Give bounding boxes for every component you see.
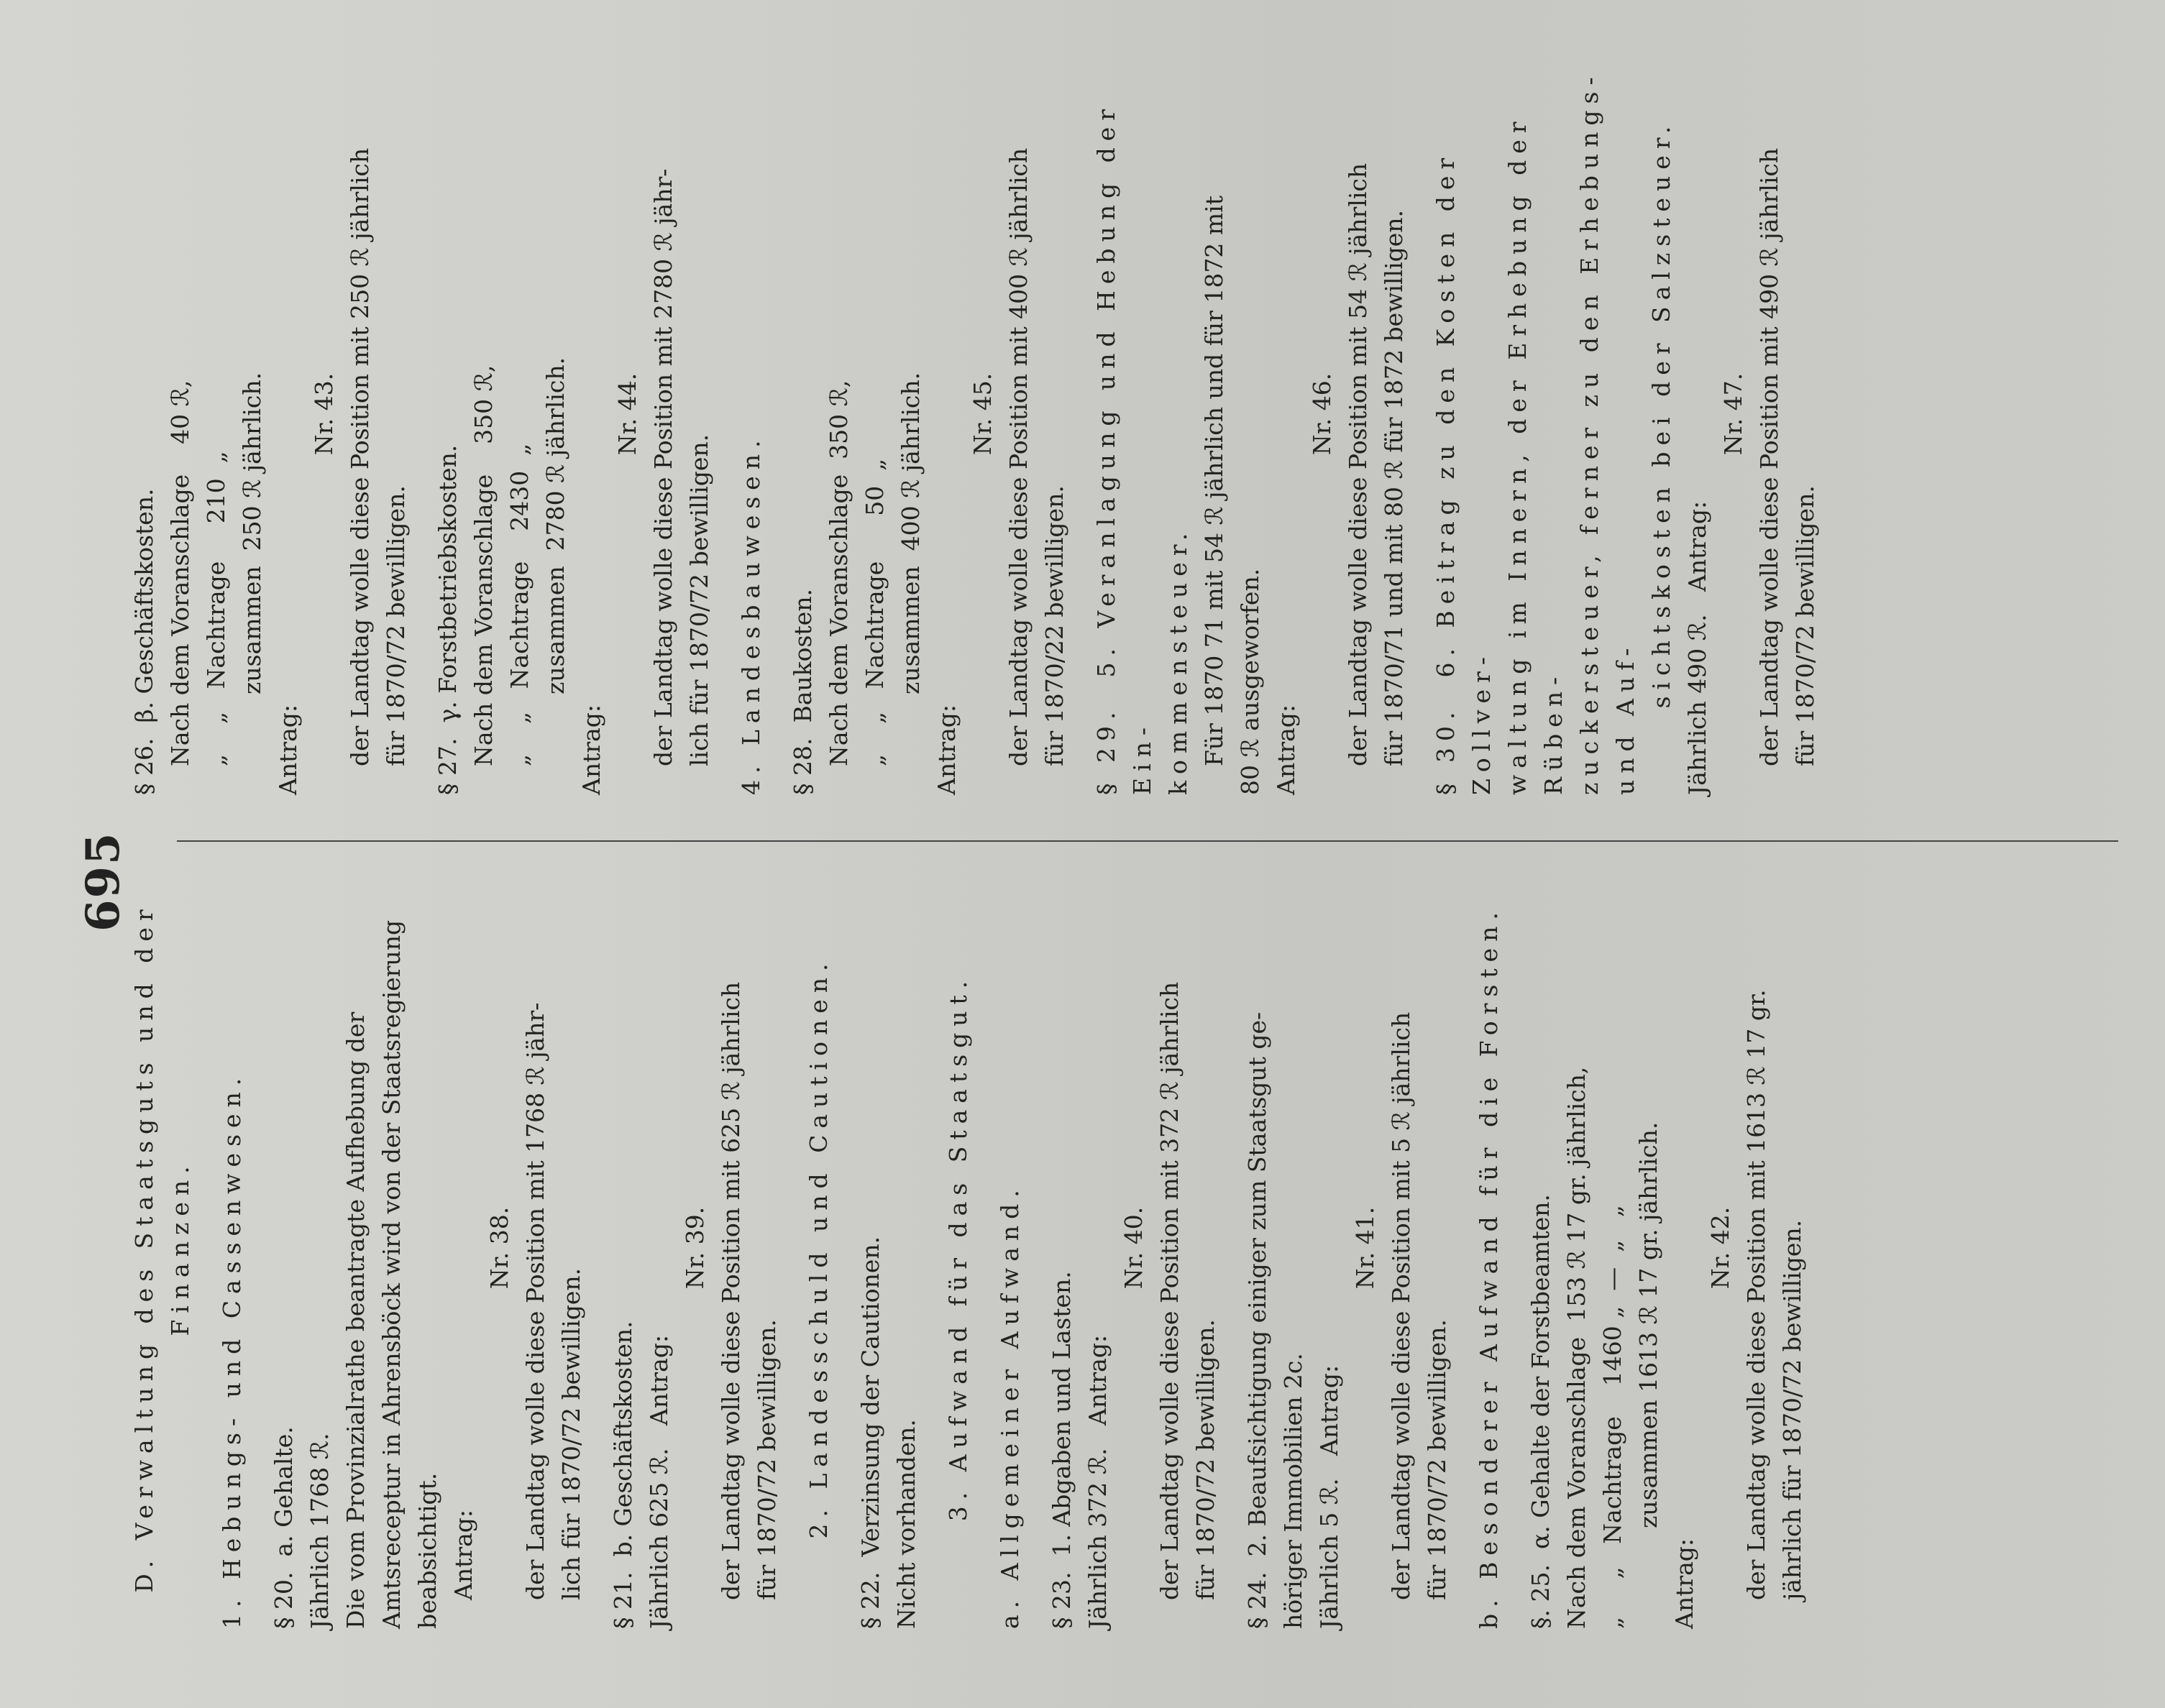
text-line: für 1870/22 bewilligen.	[1040, 485, 1068, 766]
text-line: § 24. 2. Beaufsichtigung einiger zum Staatsgut ge-	[1243, 1011, 1271, 1629]
text-line: 2. Landesschuld und Cautionen.	[805, 957, 833, 1539]
text-line: „ „ Nachtrage 210 „	[202, 451, 230, 766]
text-line: für 1870/72 bewilligen.	[1191, 1319, 1219, 1600]
text-line: b. Besonderer Aufwand für die Forsten.	[1475, 906, 1503, 1629]
text-line: Finanzen.	[166, 1160, 194, 1336]
text-line: „ „ Nachtrage 2430 „	[505, 443, 534, 766]
text-line: Nach dem Voranschlage 153 ℛ 17 gr. jährlich,	[1562, 1066, 1590, 1629]
text-line: für 1870/72 bewilligen.	[1791, 485, 1819, 766]
text-line: waltung im Innern, der Erhebung der Rüben-	[1503, 101, 1567, 795]
page-number: 695	[76, 831, 130, 932]
left-text-column	[127, 867, 1811, 1629]
text-line: Nr. 45.	[969, 372, 997, 456]
text-line: § 27. γ. Forstbetriebskosten.	[434, 444, 462, 795]
text-line: § 20. a. Gehalte.	[270, 1426, 298, 1629]
text-line: Antrag:	[1272, 704, 1300, 795]
text-line: lich für 1870/72 bewilligen.	[557, 1267, 585, 1600]
text-line: 80 ℛ ausgeworfen.	[1236, 568, 1264, 795]
text-line: der Landtag wolle diese Position mit 625 ℛ jährlich	[717, 981, 745, 1600]
text-line: Antrag:	[274, 704, 302, 795]
text-line: Nr. 38.	[485, 1206, 513, 1290]
text-line: Nr. 41.	[1351, 1206, 1379, 1290]
text-line: jährlich für 1870/72 bewilligen.	[1778, 1219, 1806, 1600]
text-line: zuckersteuer, ferner zu den Erhebungs- und Auf-	[1575, 56, 1639, 795]
text-line: Antrag:	[449, 1509, 477, 1600]
text-line: Nr. 42.	[1706, 1206, 1734, 1290]
text-line: „ „ Nachtrage 1460 „ — „ „	[1598, 1205, 1626, 1629]
text-line: lich für 1870/72 bewilligen.	[685, 433, 713, 766]
text-line: „ „ Nachtrage 50 „	[861, 458, 889, 766]
text-line: §. 25. α. Gehalte der Forstbeamten.	[1527, 1194, 1555, 1629]
text-line: für 1870/71 und mit 80 ℛ für 1872 bewilligen.	[1380, 209, 1408, 766]
text-line: Jährlich 1768 ℛ.	[306, 1433, 334, 1629]
text-line: zusammen 250 ℛ jährlich.	[238, 372, 266, 694]
text-line: Nr. 39.	[681, 1206, 709, 1290]
text-line: der Landtag wolle diese Position mit 1768 ℛ jähr-	[521, 1002, 549, 1600]
text-line: Die vom Provinzialrathe beantragte Aufhebung der	[342, 1011, 370, 1629]
text-line: 3. Aufwand für das Staatsgut.	[944, 974, 972, 1522]
text-line: Nach dem Voranschlage 40 ℛ,	[166, 380, 194, 766]
text-line: 1. Hebungs- und Cassenwesen.	[218, 1071, 246, 1629]
text-line: der Landtag wolle diese Position mit 2780 ℛ jähr-	[649, 168, 677, 766]
text-line: Antrag:	[933, 704, 961, 795]
text-line: der Landtag wolle diese Position mit 372 ℛ jährlich	[1155, 981, 1184, 1600]
text-line: der Landtag wolle diese Position mit 54 ℛ jährlich	[1344, 162, 1372, 766]
text-line: Nr. 40.	[1120, 1206, 1148, 1290]
text-line: höriger Immobilien 2c.	[1279, 1353, 1307, 1629]
text-line: D. Verwaltung des Staatsguts und der	[130, 903, 158, 1593]
text-line: Nach dem Voranschlage 350 ℛ,	[825, 380, 853, 766]
text-line: Antrag:	[577, 704, 605, 795]
text-line: Jährlich 625 ℛ. Antrag:	[645, 1334, 673, 1629]
text-line: der Landtag wolle diese Position mit 400 ℛ jährlich	[1004, 147, 1033, 766]
text-line: Nr. 46.	[1308, 372, 1336, 456]
text-line: 4. Landesbauwesen.	[737, 433, 765, 795]
text-line: § 30. 6. Beitrag zu den Kosten der Zollver-	[1432, 137, 1496, 795]
text-line: zusammen 1613 ℛ 17 gr. jährlich.	[1634, 1121, 1662, 1528]
text-line: der Landtag wolle diese Position mit 250 ℛ jährlich	[346, 147, 374, 766]
text-line: Nr. 44.	[613, 372, 641, 456]
text-line: zusammen 2780 ℛ jährlich.	[541, 357, 569, 694]
text-line: Nach dem Voranschlage 350 ℛ,	[470, 364, 498, 766]
text-line: der Landtag wolle diese Position mit 1613 ℛ 17 gr.	[1742, 989, 1770, 1600]
text-line: Für 1870 71 mit 54 ℛ jährlich und für 1872 mit	[1200, 196, 1228, 766]
text-line: § 26. β. Geschäftskosten.	[130, 488, 158, 795]
text-line: § 22. Verzinsung der Cautionen.	[856, 1236, 884, 1629]
text-line: für 1870/72 bewilligen.	[382, 485, 410, 766]
text-line: Nr. 43.	[310, 372, 338, 456]
text-line: § 21. b. Geschäftskosten.	[609, 1321, 637, 1629]
text-line: § 29. 5. Veranlagung und Hebung der Ein-	[1092, 88, 1156, 795]
text-line: § 28. Baukosten.	[789, 589, 817, 795]
text-line: Antrag:	[1670, 1538, 1698, 1629]
column-divider	[177, 840, 2118, 842]
right-text-column	[127, 33, 1823, 795]
text-line: zusammen 400 ℛ jährlich.	[897, 372, 925, 694]
text-line: für 1870/72 bewilligen.	[1423, 1319, 1451, 1600]
text-line: der Landtag wolle diese Position mit 490 ℛ jährlich	[1755, 147, 1783, 766]
text-line: kommensteuer.	[1164, 526, 1192, 795]
text-line: für 1870/72 bewilligen.	[753, 1319, 781, 1600]
text-line: beabsichtigt.	[413, 1472, 441, 1629]
text-line: Amtsreceptur in Ahrensböck wird von der Staatsregierung	[377, 919, 406, 1629]
text-line: Jährlich 372 ℛ. Antrag:	[1084, 1334, 1112, 1629]
text-line: sichtskosten bei der Salzsteuer.	[1647, 119, 1675, 709]
text-line: Jährlich 490 ℛ. Antrag:	[1683, 500, 1711, 795]
text-line: a. Allgemeiner Aufwand.	[996, 1183, 1024, 1629]
text-line: § 23. 1. Abgaben und Lasten.	[1048, 1271, 1076, 1629]
text-line: Nr. 47.	[1719, 372, 1747, 456]
text-line: der Landtag wolle diese Position mit 5 ℛ jährlich	[1387, 1011, 1415, 1600]
text-line: Nicht vorhanden.	[892, 1419, 920, 1629]
text-line: Jährlich 5 ℛ. Antrag:	[1315, 1364, 1343, 1629]
